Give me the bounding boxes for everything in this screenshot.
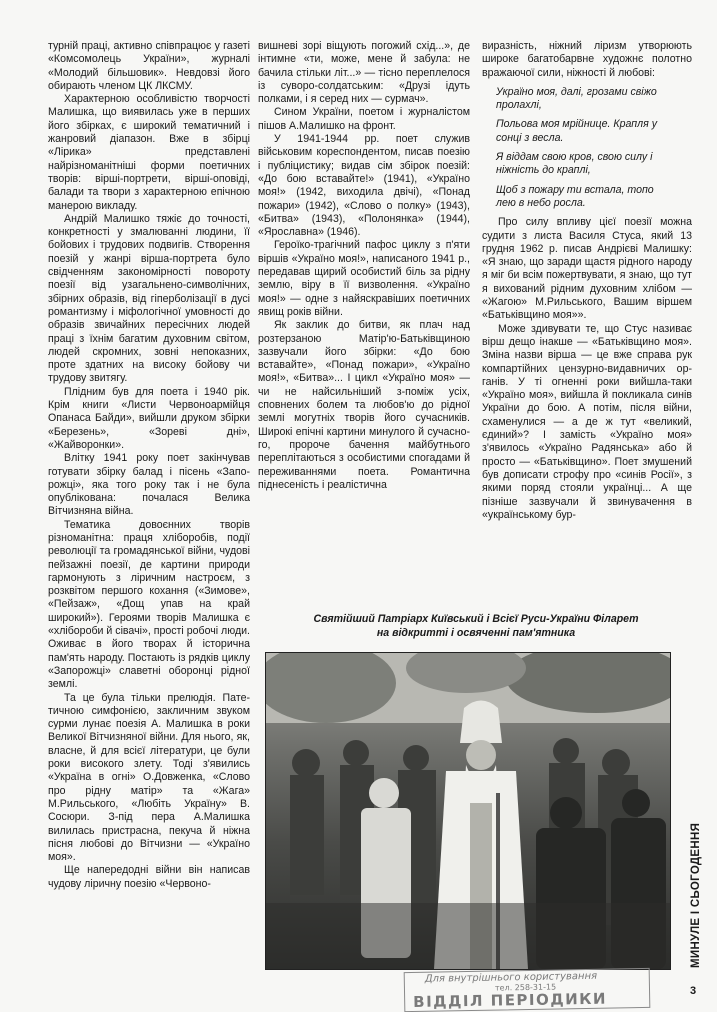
text-column-3 bbox=[482, 40, 692, 608]
text-column-2 bbox=[258, 40, 470, 608]
text-column-1 bbox=[48, 40, 250, 970]
paragraph: Та це була тільки прелюдія. Патетичною симфонією, закличним звуком сурми лунає поезія А. Малишка в роки Великої Вітчизняної війни. Для нього, як, власне, й для всієї літератури, це були роки високого злету. Тоді з'явились «Україна в огні» О.Довженка, «Слово про рідну матір» та «Жага» М.Рильського, «Любіть Україну» В. Сосюри. З-під пера А.Малишка вилилась пристрасна, пекуча й ніжна пісня любові до Вітчизни — «Україно моя». bbox=[48, 691, 250, 864]
paragraph: Героїко-трагічний пафос циклу з п'яти віршів «Україно моя!», написаного 1941 р., передавав щирий особистий біль за рідну землю, віру в її визволення. «Україно моя!» — одне з найяскравіших поетичних явищ років війни. bbox=[258, 239, 470, 318]
paragraph: виразність, ніжний ліризм утворюють широке багатобарвне художнє полотно вражаючої сили, ніжності й любові: bbox=[482, 40, 692, 79]
paragraph: Характерною особливістю творчості Малишка, що виявилась уже в перших його збірках, є широкий тематичний і жанровий діапазон. Вже в збірці «Лірика» представлені найрізноманітніші форми поетичних творів: вірші-портрети, вірші-оповіді, балади та твори з характерною епічною манерою викладу. bbox=[48, 93, 250, 212]
poem-line: ніжність до краплі, bbox=[496, 164, 591, 177]
paragraph: Плідним був для поета і 1940 рік. Крім книги «Листи Червоноармійця Опанаса Байди», вийшли друком збірки «Березень», «Зореві дні», «Жайворонки». bbox=[48, 385, 250, 451]
photo-caption bbox=[268, 612, 684, 640]
caption-line: на відкритті і освяченні пам'ятника bbox=[376, 627, 576, 639]
library-stamp bbox=[404, 968, 651, 1012]
poem-excerpt bbox=[482, 86, 692, 210]
stamp-line: ВІДДІЛ ПЕРІОДИКИ bbox=[413, 989, 608, 1011]
caption-line: Святійший Патріарх Київський і Всієї Руси-України Філарет bbox=[313, 613, 639, 625]
paragraph: Як заклик до битви, як плач над розтерзаною Матір'ю-Батьківщиною зазвучали його збірки: «До бою вставайте», «Понад пожари», «Україно моя!», «Битва»... І цикл «Україно моя» — чи не найсильніший з-поміж усіх, сповнених болем та любов'ю до рідної землі могутніх творів його сучасників. Широкі епічні картини минулого й сучасного, пророче бачення майбутнього переплітаються з особистими спогадами й переживаннями поета. Романтична піднесеність і реалістична bbox=[258, 319, 470, 491]
paragraph: Андрій Малишко тяжіє до точності, конкретності у змалюванні людини, її бойових і трудових подвигів. Створення поезій у жанрі вірша-портрета було свідченням закономірності повороту поезії від узагальнено-символічних, збірних образів, від гіперболізації в дусі романтизму і міфологічної умовності до образів звичайних пересічних людей праці з їхнім багатим духовним світом, людей скромних, зовні непоказних, проте здатних на високу бойову чи трудову звитягу. bbox=[48, 212, 250, 385]
paragraph: Може здивувати те, що Стус називає вірш дещо інакше — «Батьківщино моя». Зміна назви вірша — це вже справа рук компартійних цензурно-видавничих органів. У ті огненні роки вийшла-таки «Україно моя», вийшла й покликала синів України до бою. А потім, після війни, схаменулися — а де ж тут «великий, єдиний»? І замість «Україно моя» з'явилось «Україно Радянська» або й просто — «Батьківщино». Поет змушений був дописати строфу про «синів Росії», з якими поряд стояли українці... А ще пізніше зазвучали й звинувачення в «українському бур- bbox=[482, 322, 692, 521]
paragraph: турній праці, активно співпрацює у газеті «Комсомолець України», журналі «Молодий більшовик». Невдовзі його обирають членом ЦК ЛКСМУ. bbox=[48, 40, 250, 92]
poem-line: лею в небо росла. bbox=[496, 196, 586, 209]
poem-line: Польова моя мрійнице. Крапля у bbox=[496, 118, 657, 131]
page-number: 3 bbox=[690, 985, 697, 997]
paragraph: Влітку 1941 року поет закінчував готувати збірку балад і пісень «Запорожці», яка того року так і не була опублікована: почалася Велика Вітчизняна війна. bbox=[48, 452, 250, 518]
poem-line: Україно моя, далі, грозами свіжо bbox=[496, 85, 657, 98]
stamp-line: тел. 258-31-15 bbox=[494, 982, 557, 993]
poem-line: сонці з весла. bbox=[496, 131, 564, 144]
paragraph: Тематика довоєнних творів різноманітна: праця хліборобів, події революції та громадянської війни, чудові пейзажні поезії, де картини природи гармонують з ліричним настроєм, з розквітом першого кохання («Зимове», «Пейзаж», «Дощ упав на край широкий»). Героями творів Малишка є «хлібороби й сівачі», прості робочі люди. Оживає в його творах й історична пам'ять народу. Постають із рядків циклу «Запорожці» славетні оборонці рідної землі. bbox=[48, 518, 250, 691]
poem-line: Щоб з пожару ти встала, топо bbox=[496, 183, 654, 196]
poem-line: Я віддам свою кров, свою силу і bbox=[496, 151, 653, 164]
paragraph: вишневі зорі віщують погожий схід...», де інтимне «ти, може, мене й забула: не бачила стільки літ...» — тісно переплелося із суворо-солдатським: «Друзі ідуть полками, і я серед них — сурмач». bbox=[258, 40, 470, 106]
paragraph: У 1941-1944 рр. поет служив військовим кореспондентом, писав поезію і публіцистику; видав сім збірок поезій: «До бою вставайте!» (1941), «Україно моя!» (1942, виходила двічі), «Понад пожари» (1942), «Слово о полку» (1943), «Битва» (1943), «Полонянка» (1944), «Ярославна» (1946). bbox=[258, 133, 470, 239]
paragraph: Сином України, поетом і журналістом пішов А.Малишко на фронт. bbox=[258, 106, 470, 132]
paragraph: Ще напередодні війни він написав чудову ліричну поезію «Червоно- bbox=[48, 864, 250, 890]
section-label: МИНУЛЕ І СЬОГОДЕННЯ bbox=[690, 822, 702, 968]
stamp-line: Для внутрішнього користування bbox=[424, 970, 598, 985]
paragraph: Про силу впливу цієї поезії можна судити з листа Василя Стуса, який 13 грудня 1962 р. писав Андрієві Малишку: «Я знаю, що заради щастя рідного народу я міг би всім пожертвувати, я знаю, що тут я вихований рідним духовним хлібом — «Жагою» М.Рильського, Вашим віршем «Батьківщино моя»». bbox=[482, 216, 692, 322]
photo-patriarch-ceremony bbox=[265, 652, 671, 970]
poem-line: пролахлі, bbox=[496, 99, 542, 112]
photo-image bbox=[266, 653, 670, 969]
